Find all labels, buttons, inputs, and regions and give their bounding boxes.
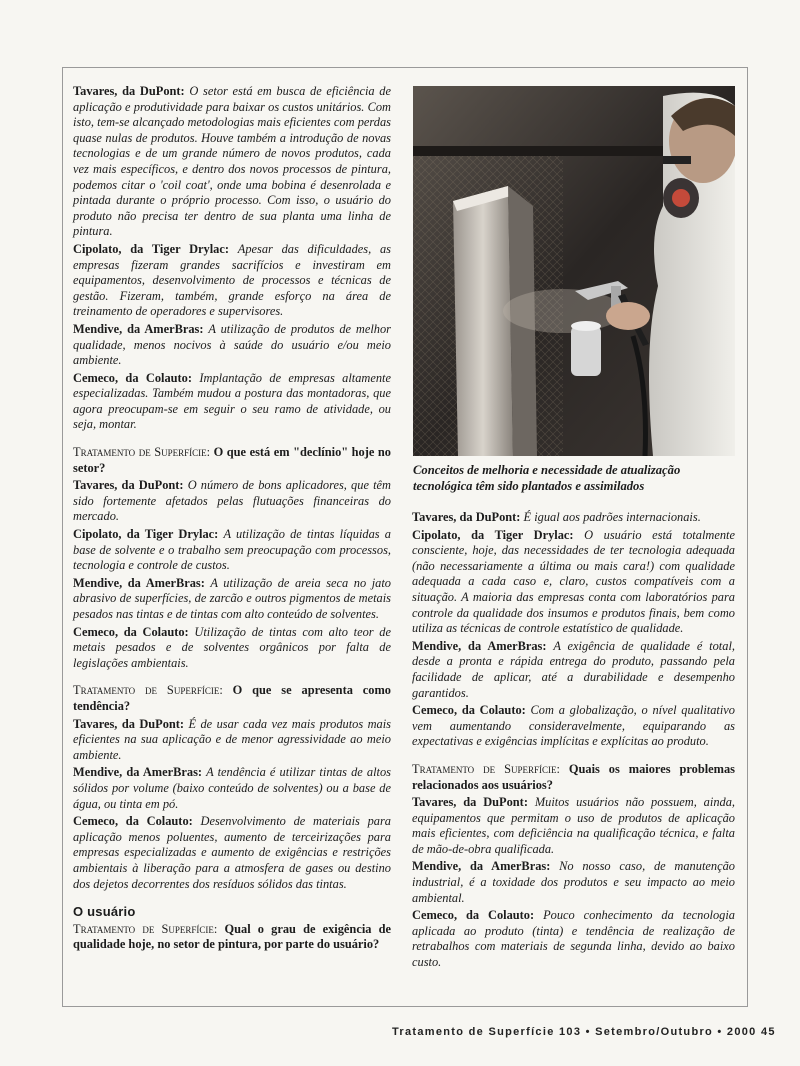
answer-block bbox=[73, 242, 391, 320]
answer-text: O usuário está totalmente consciente, hoje, das necessidades de ter tecnologia adequada (não necessariamente a última ou mais cara!) com qualidade adequada a cada caso e, claro, custos compatíveis com a situação. A maioria das empresas conta com laboratórios para controle da qualidade dos insumos e produtos finais, bem como utiliza as técnicas de controle estatístico de qualidade. bbox=[412, 527, 735, 636]
answer-text: Implantação de empresas altamente especializadas. Também mudou a postura das montadoras, que agora preocupam-se em seguir o seu ramo de atividade, ou seja, montar. bbox=[73, 370, 391, 432]
answer-block bbox=[73, 765, 391, 812]
answer-text: Utilização de tintas com alto teor de metais pesados e de solventes orgânicos por falta de legislações ambientais. bbox=[73, 624, 391, 670]
speaker: Cemeco, da Colauto: bbox=[412, 703, 526, 718]
speaker: Mendive, da AmerBras: bbox=[412, 638, 547, 653]
speaker: Mendive, da AmerBras: bbox=[73, 575, 205, 590]
question-prefix: Tratamento de Superfície: bbox=[73, 445, 211, 460]
answer-block bbox=[73, 625, 391, 672]
answer-text: Com a globalização, o nível qualitativo vem aumentando consideravelmente, equiparando as expectativas e exigências implícitas e explícitas ao produto. bbox=[412, 703, 735, 749]
question-text: O que está em "declínio" hoje no setor? bbox=[73, 445, 391, 475]
answer-block bbox=[412, 510, 735, 526]
speaker: Tavares, da DuPont: bbox=[412, 795, 528, 810]
question bbox=[73, 445, 391, 476]
answer-block bbox=[412, 639, 735, 701]
speaker: Cemeco, da Colauto: bbox=[73, 370, 192, 385]
answer-text: Pouco conhecimento da tecnologia aplicada ao produto (tinta) e tendência de realização de retrabalhos com materiais de segunda linha, devido ao baixo custo. bbox=[412, 908, 735, 970]
question bbox=[412, 762, 735, 793]
answer-text: Muitos usuários não possuem, ainda, equipamentos que permitam o uso de produtos de aplicação mais eficientes, com deficiência na qualificação técnica, e falta de mão-de-obra qualificada. bbox=[412, 795, 736, 856]
question-text: O que se apresenta como tendência? bbox=[73, 683, 391, 713]
answer-text: O número de bons aplicadores, que têm sido fortemente afetados pelas flutuações financeiras do mercado. bbox=[73, 478, 391, 524]
answer-text: A utilização de produtos de melhor qualidade, menos nocivos à saúde do usuário e/ou meio ambiente. bbox=[73, 321, 391, 368]
answer-block bbox=[73, 371, 391, 433]
speaker: Cipolato, da Tiger Drylac: bbox=[73, 241, 229, 256]
answer-text: É de usar cada vez mais produtos mais eficientes na sua aplicação e de menor agressividade ao meio ambiente. bbox=[73, 716, 392, 762]
spray-painter-photo bbox=[413, 86, 735, 456]
question-prefix: Tratamento de Superfície: bbox=[73, 921, 218, 936]
answer-block bbox=[73, 527, 391, 574]
answer-text: Desenvolvimento de materiais para aplicação menos poluentes, aumento de terceirizações para empresas especializadas e aumento de exigências e restrições ambientais à liberação para a atmosfera de gases ou destino dos dejetos decorrentes dos resíduos sólidos das tintas. bbox=[73, 814, 391, 891]
answer-block bbox=[73, 322, 391, 369]
section-heading: O usuário bbox=[73, 904, 136, 920]
answer-block bbox=[412, 908, 735, 970]
answer-block bbox=[412, 528, 735, 637]
answer-text: A exigência de qualidade é total, desde a pronta e rápida entrega do produto, passando pela facilidade de aplicar, até a durabilidade e desempenho garantidos. bbox=[412, 638, 735, 700]
question-text: Quais os maiores problemas relacionados aos usuários? bbox=[412, 761, 735, 792]
speaker: Tavares, da DuPont: bbox=[412, 510, 521, 524]
answer-text: O setor está em busca de eficiência de aplicação e produtividade para baixar os custos unitários. Com isto, tem-se alcançado metodologias mais eficientes com perdas quase nulas de produtos. Houve também a introdução de novas tecnologias e de um grande número de novos produtos, cada vez mais específicos, e dentro dos novos processos de pintura, podemos citar o 'coil coat', onde uma bobina é desenrolada e pintada durante o próprio processo. Com isso, o usuário do produto não precisa ter dentro de sua planta uma linha de pintura. bbox=[73, 84, 391, 239]
question-prefix: Tratamento de Superfície: bbox=[412, 761, 560, 776]
answer-block bbox=[73, 814, 391, 892]
question bbox=[73, 683, 391, 714]
photo-caption: Conceitos de melhoria e necessidade de atualização tecnológica têm sido plantados e assimilados bbox=[413, 463, 681, 493]
question-prefix: Tratamento de Superfície: bbox=[73, 683, 223, 698]
answer-block bbox=[412, 795, 735, 857]
speaker: Cemeco, da Colauto: bbox=[73, 814, 193, 829]
speaker: Mendive, da AmerBras: bbox=[412, 859, 551, 874]
answer-block bbox=[73, 717, 391, 764]
answer-text: Apesar das dificuldades, as empresas fizeram grandes sacrifícios e investiram em equipamentos, desenvolvimento de processos e técnicas de gestão. Fizeram, também, grande esforço na área de treinamento de operadores e supervisores. bbox=[73, 241, 391, 319]
page-footer: Tratamento de Superfície 103 • Setembro/Outubro • 2000 45 bbox=[392, 1026, 776, 1038]
question-text: Qual o grau de exigência de qualidade hoje, no setor de pintura, por parte do usuário? bbox=[73, 921, 392, 952]
speaker: Tavares, da DuPont: bbox=[73, 478, 184, 493]
speaker: Tavares, da DuPont: bbox=[73, 84, 185, 98]
question bbox=[73, 922, 391, 953]
speaker: Cemeco, da Colauto: bbox=[73, 624, 189, 639]
answer-text: É igual aos padrões internacionais. bbox=[523, 510, 701, 524]
answer-block bbox=[73, 576, 391, 623]
answer-text: A utilização de tintas líquidas a base de solvente e o trabalho sem preocupação com processos, tecnologia e controle de custos. bbox=[73, 527, 391, 573]
answer-text: A utilização de areia seca no jato abrasivo de superfícies, de zarcão e outros pigmentos de metais pesados nas tintas e de tintas com alto conteúdo de solventes. bbox=[73, 575, 391, 621]
speaker: Tavares, da DuPont: bbox=[73, 716, 185, 731]
answer-block bbox=[73, 478, 391, 525]
answer-block bbox=[73, 84, 391, 240]
answer-text: No nosso caso, de manutenção industrial, é a toxidade dos produtos e seu impacto ao meio ambiental. bbox=[412, 859, 735, 905]
right-column bbox=[412, 510, 735, 973]
answer-block bbox=[412, 703, 735, 750]
left-column bbox=[73, 84, 391, 955]
speaker: Mendive, da AmerBras: bbox=[73, 321, 204, 336]
speaker: Mendive, da AmerBras: bbox=[73, 765, 203, 780]
speaker: Cipolato, da Tiger Drylac: bbox=[412, 527, 574, 542]
answer-block bbox=[412, 859, 735, 906]
answer-text: A tendência é utilizar tintas de altos sólidos por volume (baixo conteúdo de solventes) ou a base de água, ou tinta em pó. bbox=[73, 765, 391, 811]
speaker: Cemeco, da Colauto: bbox=[412, 908, 535, 923]
speaker: Cipolato, da Tiger Drylac: bbox=[73, 527, 219, 542]
photo-illustration bbox=[413, 86, 735, 456]
